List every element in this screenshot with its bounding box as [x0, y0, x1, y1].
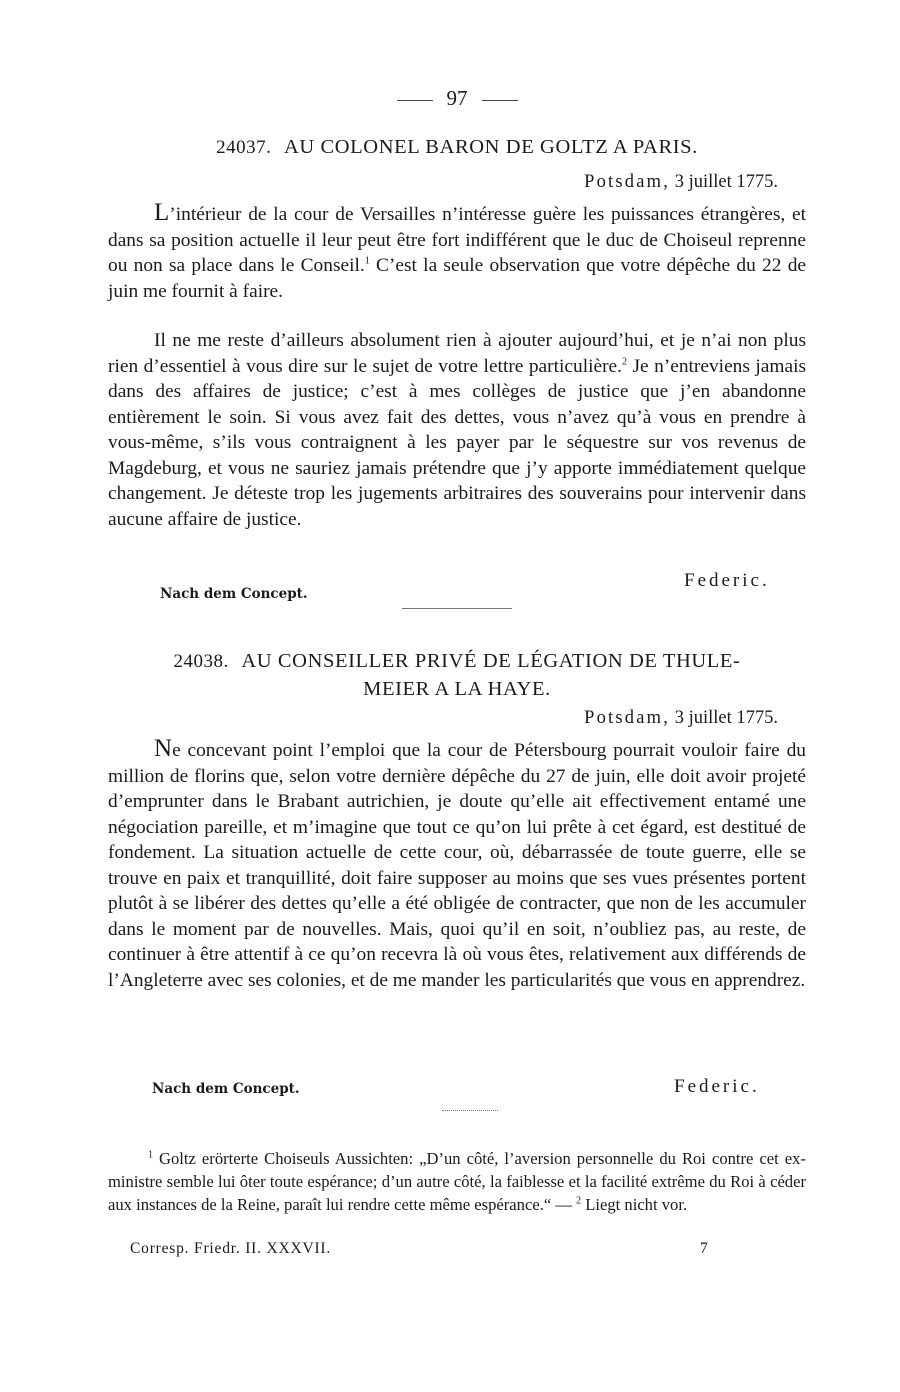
letter-2-heading	[108, 650, 806, 673]
letter-2-date: Potsdam, 3 juillet 1775.	[584, 708, 778, 728]
end-divider	[442, 1110, 498, 1111]
rule-right	[482, 100, 518, 101]
letter-1-heading	[108, 136, 806, 159]
letter-1-source: Nach dem Concept.	[160, 586, 308, 602]
letter-2-paragraph-1: Ne concevant point l’emploi que la cour de Pétersbourg pourrait vouloir faire du million de florins que, selon votre dernière dépêche du 27 de juin, elle doit avoir projeté d’emprunter dans le Brabant autrichien, je doute qu’elle ait effectivement entamé une négociation pareille, et m’imagine que tout ce qu’on lui prête à cet égard, est destitué de fondement. La situation actuelle de cette cour, où, débarrassée de toute guerre, elle se trouve en paix et tranquillité, doit faire supposer au moins que ses vues présentes portent plutôt à se libérer des dettes qu’elle a été obligée de contracter, que non de les accumuler dans le moment par de nouvelles. Mais, quoi qu’il en soit, n’oubliez pas, au reste, de continuer à être attentif à ce qu’on recevra là où vous êtes, relativement aux différends de l’Angleterre avec ses colonies, et de me mander les particularités que vous en apprendrez.	[108, 735, 806, 991]
letter-2-source: Nach dem Concept.	[152, 1081, 300, 1097]
letter-1-number: 24037.	[216, 137, 272, 158]
footnotes	[108, 1148, 806, 1216]
letter-1-paragraph-1: L’intérieur de la cour de Versailles n’intéresse guère les puissances étrangères, et dans sa position actuelle il leur peut être fort indifférent que le duc de Choiseul reprenne ou non sa place dans le Conseil.$^1$ C’est la seule observation que votre dépêche du 22 de juin me fournit à faire.	[108, 199, 806, 302]
section-divider	[402, 608, 512, 609]
page-number: 97	[108, 86, 806, 111]
footnote-1-text: Goltz erörterte Choiseuls Aussichten: „D’un côté, l’aversion personnelle du Roi contre cet ex-ministre semble lui ôter toute espérance; d’un autre côté, la faiblesse et la facilité extrême du Roi à céder aux instances de la Reine, paraît lui rendre cette même espérance.“ —	[108, 1149, 806, 1214]
rule-left	[397, 100, 433, 101]
footnote-1-mark: 1	[148, 1149, 153, 1161]
document-page	[108, 0, 806, 1392]
letter-1-paragraph-2: Il ne me reste d’ailleurs absolument rien à ajouter aujourd’hui, et je n’ai non plus rien d’essentiel à vous dire sur le sujet de votre lettre particulière.$^2$ Je n’entreviens jamais dans des affaires de justice; c’est à mes collèges de justice que j’en abandonne entièrement le soin. Si vous avez fait des dettes, vous n’avez qu’à vous en prendre à vous-même, s’ils vous contraignent à les payer par le séquestre sur vos revenus de Magdeburg, et vous ne sauriez jamais prétendre que j’y apporte immédiatement quelque changement. Je déteste trop les jugements arbitraires des souverains pour intervenir dans aucune affaire de justice.	[108, 330, 806, 530]
letter-2-heading-line2: MEIER A LA HAYE.	[363, 678, 551, 700]
letter-1-title: AU COLONEL BARON DE GOLTZ A PARIS.	[283, 136, 698, 158]
footnote-2-mark: 2	[576, 1195, 582, 1207]
footer-signature-mark: Corresp. Friedr. II. XXXVII.	[130, 1240, 332, 1257]
letter-2-title: AU CONSEILLER PRIVÉ DE LÉGATION DE THULE-	[241, 650, 741, 672]
letter-1-date: Potsdam, 3 juillet 1775.	[584, 172, 778, 192]
footnote-ref-2: 2	[622, 356, 627, 368]
letter-1-signature: Federic.	[684, 570, 770, 591]
footer-sheet-number: 7	[700, 1240, 708, 1257]
letter-2-number: 24038.	[173, 651, 229, 672]
letter-2-signature: Federic.	[674, 1076, 760, 1097]
footnote-ref-1: 1	[364, 255, 370, 267]
footnote-2-text: Liegt nicht vor.	[581, 1194, 688, 1214]
